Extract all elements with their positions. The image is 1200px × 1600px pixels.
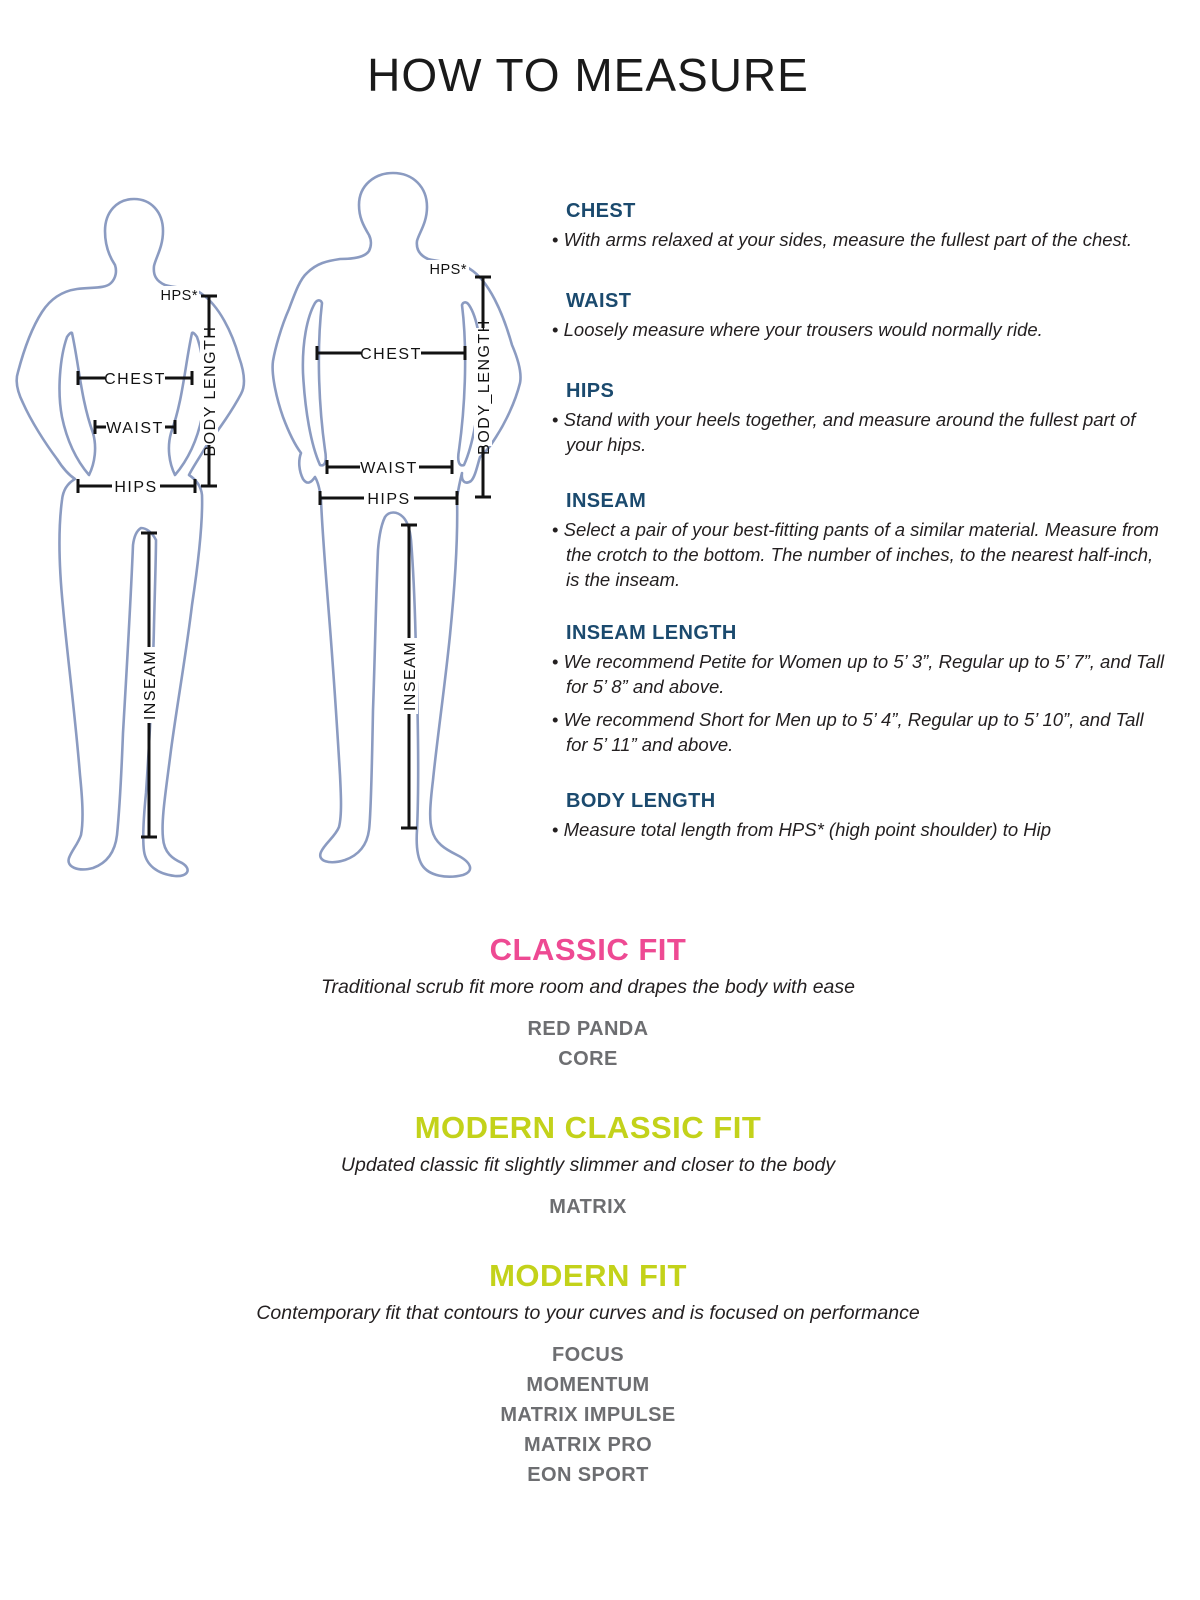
fit-name: CLASSIC FIT: [489, 932, 687, 967]
female-waist-label: WAIST: [106, 420, 164, 437]
page-title: HOW TO MEASURE: [367, 49, 809, 101]
brand-name: MATRIX PRO: [523, 1434, 653, 1456]
brand-name: RED PANDA: [527, 1018, 649, 1040]
instruction-bullet: • With arms relaxed at your sides, measure the fullest part of the chest.: [552, 227, 1167, 252]
instruction-bullet: • Stand with your heels together, and measure around the fullest part of your hips.: [552, 407, 1167, 457]
female-left-arm-gap: [60, 333, 96, 475]
female-chest-label: CHEST: [104, 371, 166, 388]
instruction-heading: CHEST: [566, 200, 636, 222]
brand-name: MOMENTUM: [526, 1374, 650, 1396]
brand-name: MATRIX: [549, 1196, 627, 1218]
male-figure-diagram: [265, 165, 530, 885]
fit-brand-list: [0, 1192, 1176, 1222]
instruction-body-length: [552, 790, 1167, 850]
instruction-bullet: • We recommend Short for Men up to 5’ 4”, Regular up to 5’ 10”, and Tall for 5’ 11” and above.: [552, 707, 1167, 757]
male-hps-label: HPS*: [429, 262, 467, 278]
fit-description: Updated classic fit slightly slimmer and closer to the body: [340, 1154, 836, 1176]
female-inseam-label: INSEAM: [142, 649, 159, 721]
fit-brand-list: [0, 1014, 1176, 1074]
male-chest-label: CHEST: [360, 346, 422, 363]
fits-section: [0, 930, 1176, 1490]
instruction-inseam-length: [552, 622, 1167, 765]
female-figure-diagram: [5, 195, 250, 885]
female-hps-label: HPS*: [160, 288, 198, 304]
female-body-length-label: BODY LENGTH: [202, 325, 219, 457]
female-hips-label: HIPS: [114, 479, 158, 496]
instruction-chest: [552, 200, 1167, 260]
brand-name: FOCUS: [552, 1344, 624, 1366]
fit-name: MODERN CLASSIC FIT: [414, 1110, 762, 1145]
female-right-arm-gap: [169, 333, 205, 475]
fit-brand-list: [0, 1340, 1176, 1490]
instruction-heading: INSEAM: [566, 490, 647, 512]
fit-description: Contemporary fit that contours to your curves and is focused on performance: [256, 1302, 920, 1324]
brand-name: MATRIX IMPULSE: [500, 1404, 676, 1426]
instruction-heading: INSEAM LENGTH: [566, 622, 737, 644]
instruction-heading: HIPS: [566, 380, 615, 402]
fit-modern: [0, 1256, 1176, 1490]
brand-name: CORE: [558, 1048, 618, 1070]
instruction-bullet: • We recommend Petite for Women up to 5’ 3”, Regular up to 5’ 7”, and Tall for 5’ 8” and above.: [552, 649, 1167, 699]
instruction-bullet: • Select a pair of your best-fitting pants of a similar material. Measure from the crotch to the bottom. The number of inches, to the nearest half-inch, is the inseam.: [552, 517, 1167, 592]
instruction-inseam: [552, 490, 1167, 600]
instruction-heading: BODY LENGTH: [566, 790, 716, 812]
male-left-arm-gap: [303, 300, 326, 465]
male-body-length-label: BODY_LENGTH: [476, 319, 493, 455]
instruction-heading: WAIST: [566, 290, 632, 312]
male-inseam-label: INSEAM: [402, 640, 419, 712]
instruction-bullet: • Loosely measure where your trousers would normally ride.: [552, 317, 1167, 342]
instruction-bullet: • Measure total length from HPS* (high point shoulder) to Hip: [552, 817, 1167, 842]
instruction-waist: [552, 290, 1167, 350]
male-waist-label: WAIST: [360, 460, 418, 477]
fit-modern-classic: [0, 1108, 1176, 1222]
fit-description: Traditional scrub fit more room and drapes the body with ease: [321, 976, 855, 998]
fit-name: MODERN FIT: [489, 1258, 687, 1293]
brand-name: EON SPORT: [527, 1464, 649, 1486]
male-hips-label: HIPS: [367, 491, 411, 508]
fit-classic: [0, 930, 1176, 1074]
instruction-hips: [552, 380, 1167, 465]
